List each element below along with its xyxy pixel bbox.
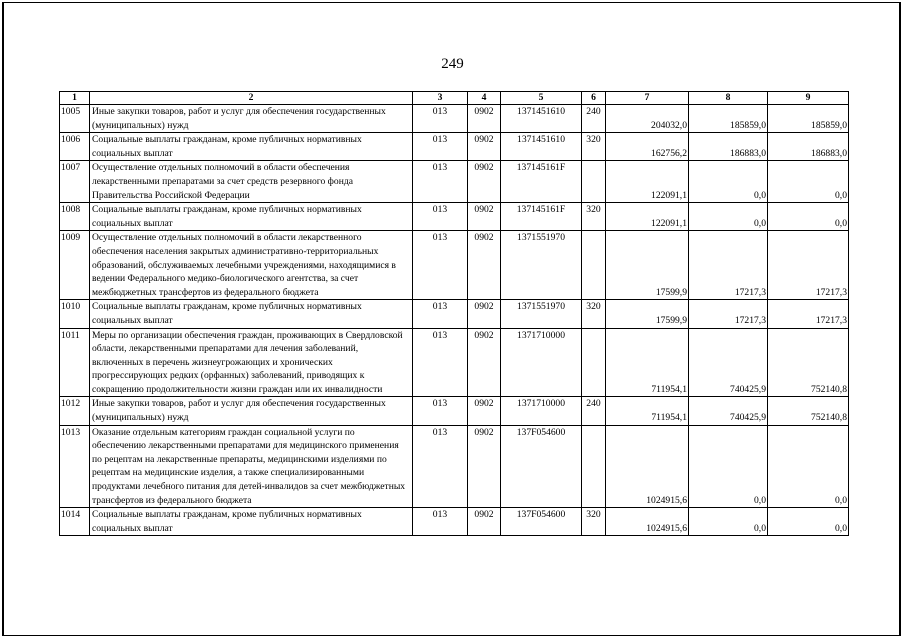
table-row [60,397,849,425]
amount-col-9: 186883,0 [768,133,849,161]
amount-col-8: 740425,9 [689,397,768,425]
section-code: 0902 [468,508,501,536]
header-cell: 4 [468,92,501,105]
table-row [60,105,849,133]
section-code: 0902 [468,328,501,397]
amount-col-7: 711954,1 [606,328,689,397]
row-number: 1007 [60,161,90,203]
row-description: Социальные выплаты гражданам, кроме публичных нормативных социальных выплат [90,133,413,161]
row-description: Иные закупки товаров, работ и услуг для обеспечения государственных (муниципальных) нужд [90,105,413,133]
target-article-code: 137F054600 [501,425,582,508]
ministry-code: 013 [413,397,468,425]
amount-col-8: 0,0 [689,425,768,508]
row-description: Оказание отдельным категориям граждан социальной услуги по обеспечению лекарственными препаратами для медицинского применения по рецептам на лекарственные препараты, медицинскими изделиями по рецептам на медицинские изделия, а также специализированными продуктами лечебного питания для детей-инвалидов за счет межбюджетных трансфертов из федерального бюджета [90,425,413,508]
ministry-code: 013 [413,231,468,300]
expense-type-code: 240 [582,397,606,425]
target-article-code: 1371451610 [501,133,582,161]
row-number: 1008 [60,203,90,231]
expense-type-code: 240 [582,105,606,133]
header-cell: 3 [413,92,468,105]
amount-col-7: 1024915,6 [606,425,689,508]
amount-col-9: 752140,8 [768,397,849,425]
expense-type-code: 320 [582,133,606,161]
row-description: Социальные выплаты гражданам, кроме публичных нормативных социальных выплат [90,203,413,231]
amount-col-7: 204032,0 [606,105,689,133]
table-row [60,231,849,300]
amount-col-9: 0,0 [768,203,849,231]
target-article-code: 137F054600 [501,508,582,536]
expense-type-code [582,328,606,397]
header-cell: 7 [606,92,689,105]
amount-col-9: 17217,3 [768,231,849,300]
amount-col-7: 711954,1 [606,397,689,425]
expense-type-code: 320 [582,300,606,328]
amount-col-7: 122091,1 [606,161,689,203]
budget-table [59,91,849,536]
amount-col-7: 122091,1 [606,203,689,231]
amount-col-9: 0,0 [768,425,849,508]
expense-type-code [582,231,606,300]
target-article-code: 137145161F [501,161,582,203]
header-cell: 8 [689,92,768,105]
amount-col-9: 0,0 [768,161,849,203]
target-article-code: 137145161F [501,203,582,231]
row-number: 1010 [60,300,90,328]
expense-type-code: 320 [582,203,606,231]
amount-col-9: 0,0 [768,508,849,536]
amount-col-8: 0,0 [689,203,768,231]
row-description: Осуществление отдельных полномочий в области лекарственного обеспечения населения закрытых административно-территориальных образований, обслуживаемых лечебными учреждениями, находящимися в ведении Федерального медико-биологического агентства, за счет межбюджетных трансфертов из федерального бюджета [90,231,413,300]
row-number: 1005 [60,105,90,133]
expense-type-code [582,161,606,203]
row-number: 1009 [60,231,90,300]
amount-col-9: 185859,0 [768,105,849,133]
header-cell: 9 [768,92,849,105]
amount-col-8: 17217,3 [689,300,768,328]
amount-col-7: 17599,9 [606,231,689,300]
row-number: 1006 [60,133,90,161]
table-row [60,161,849,203]
header-row [60,92,849,105]
section-code: 0902 [468,133,501,161]
row-description: Осуществление отдельных полномочий в области обеспечения лекарственными препаратами за счет средств резервного фонда Правительства Российской Федерации [90,161,413,203]
header-cell: 6 [582,92,606,105]
table-row [60,508,849,536]
amount-col-8: 17217,3 [689,231,768,300]
amount-col-8: 185859,0 [689,105,768,133]
page-number: 249 [441,56,464,72]
section-code: 0902 [468,300,501,328]
section-code: 0902 [468,231,501,300]
target-article-code: 1371451610 [501,105,582,133]
row-description: Иные закупки товаров, работ и услуг для обеспечения государственных (муниципальных) нужд [90,397,413,425]
ministry-code: 013 [413,425,468,508]
section-code: 0902 [468,105,501,133]
row-number: 1011 [60,328,90,397]
expense-type-code: 320 [582,508,606,536]
header-cell: 5 [501,92,582,105]
amount-col-8: 740425,9 [689,328,768,397]
ministry-code: 013 [413,105,468,133]
amount-col-7: 162756,2 [606,133,689,161]
table-row [60,133,849,161]
target-article-code: 1371710000 [501,397,582,425]
header-cell: 1 [60,92,90,105]
target-article-code: 1371551970 [501,300,582,328]
table-row [60,203,849,231]
row-description: Социальные выплаты гражданам, кроме публичных нормативных социальных выплат [90,508,413,536]
amount-col-9: 17217,3 [768,300,849,328]
table-row [60,300,849,328]
amount-col-9: 752140,8 [768,328,849,397]
ministry-code: 013 [413,328,468,397]
ministry-code: 013 [413,161,468,203]
amount-col-8: 186883,0 [689,133,768,161]
row-description: Социальные выплаты гражданам, кроме публичных нормативных социальных выплат [90,300,413,328]
ministry-code: 013 [413,508,468,536]
row-number: 1014 [60,508,90,536]
row-description: Меры по организации обеспечения граждан, проживающих в Свердловской области, лекарственными препаратами для лечения заболеваний, включенных в перечень жизнеугрожающих и хронических прогрессирующих редких (орфанных) заболеваний, приводящих к сокращению продолжительности жизни граждан или их инвалидности [90,328,413,397]
section-code: 0902 [468,203,501,231]
ministry-code: 013 [413,300,468,328]
target-article-code: 1371551970 [501,231,582,300]
ministry-code: 013 [413,133,468,161]
amount-col-7: 1024915,6 [606,508,689,536]
table-row [60,425,849,508]
section-code: 0902 [468,425,501,508]
expense-type-code [582,425,606,508]
row-number: 1013 [60,425,90,508]
ministry-code: 013 [413,203,468,231]
target-article-code: 1371710000 [501,328,582,397]
row-number: 1012 [60,397,90,425]
amount-col-8: 0,0 [689,508,768,536]
section-code: 0902 [468,161,501,203]
section-code: 0902 [468,397,501,425]
amount-col-8: 0,0 [689,161,768,203]
table-row [60,328,849,397]
amount-col-7: 17599,9 [606,300,689,328]
header-cell: 2 [90,92,413,105]
